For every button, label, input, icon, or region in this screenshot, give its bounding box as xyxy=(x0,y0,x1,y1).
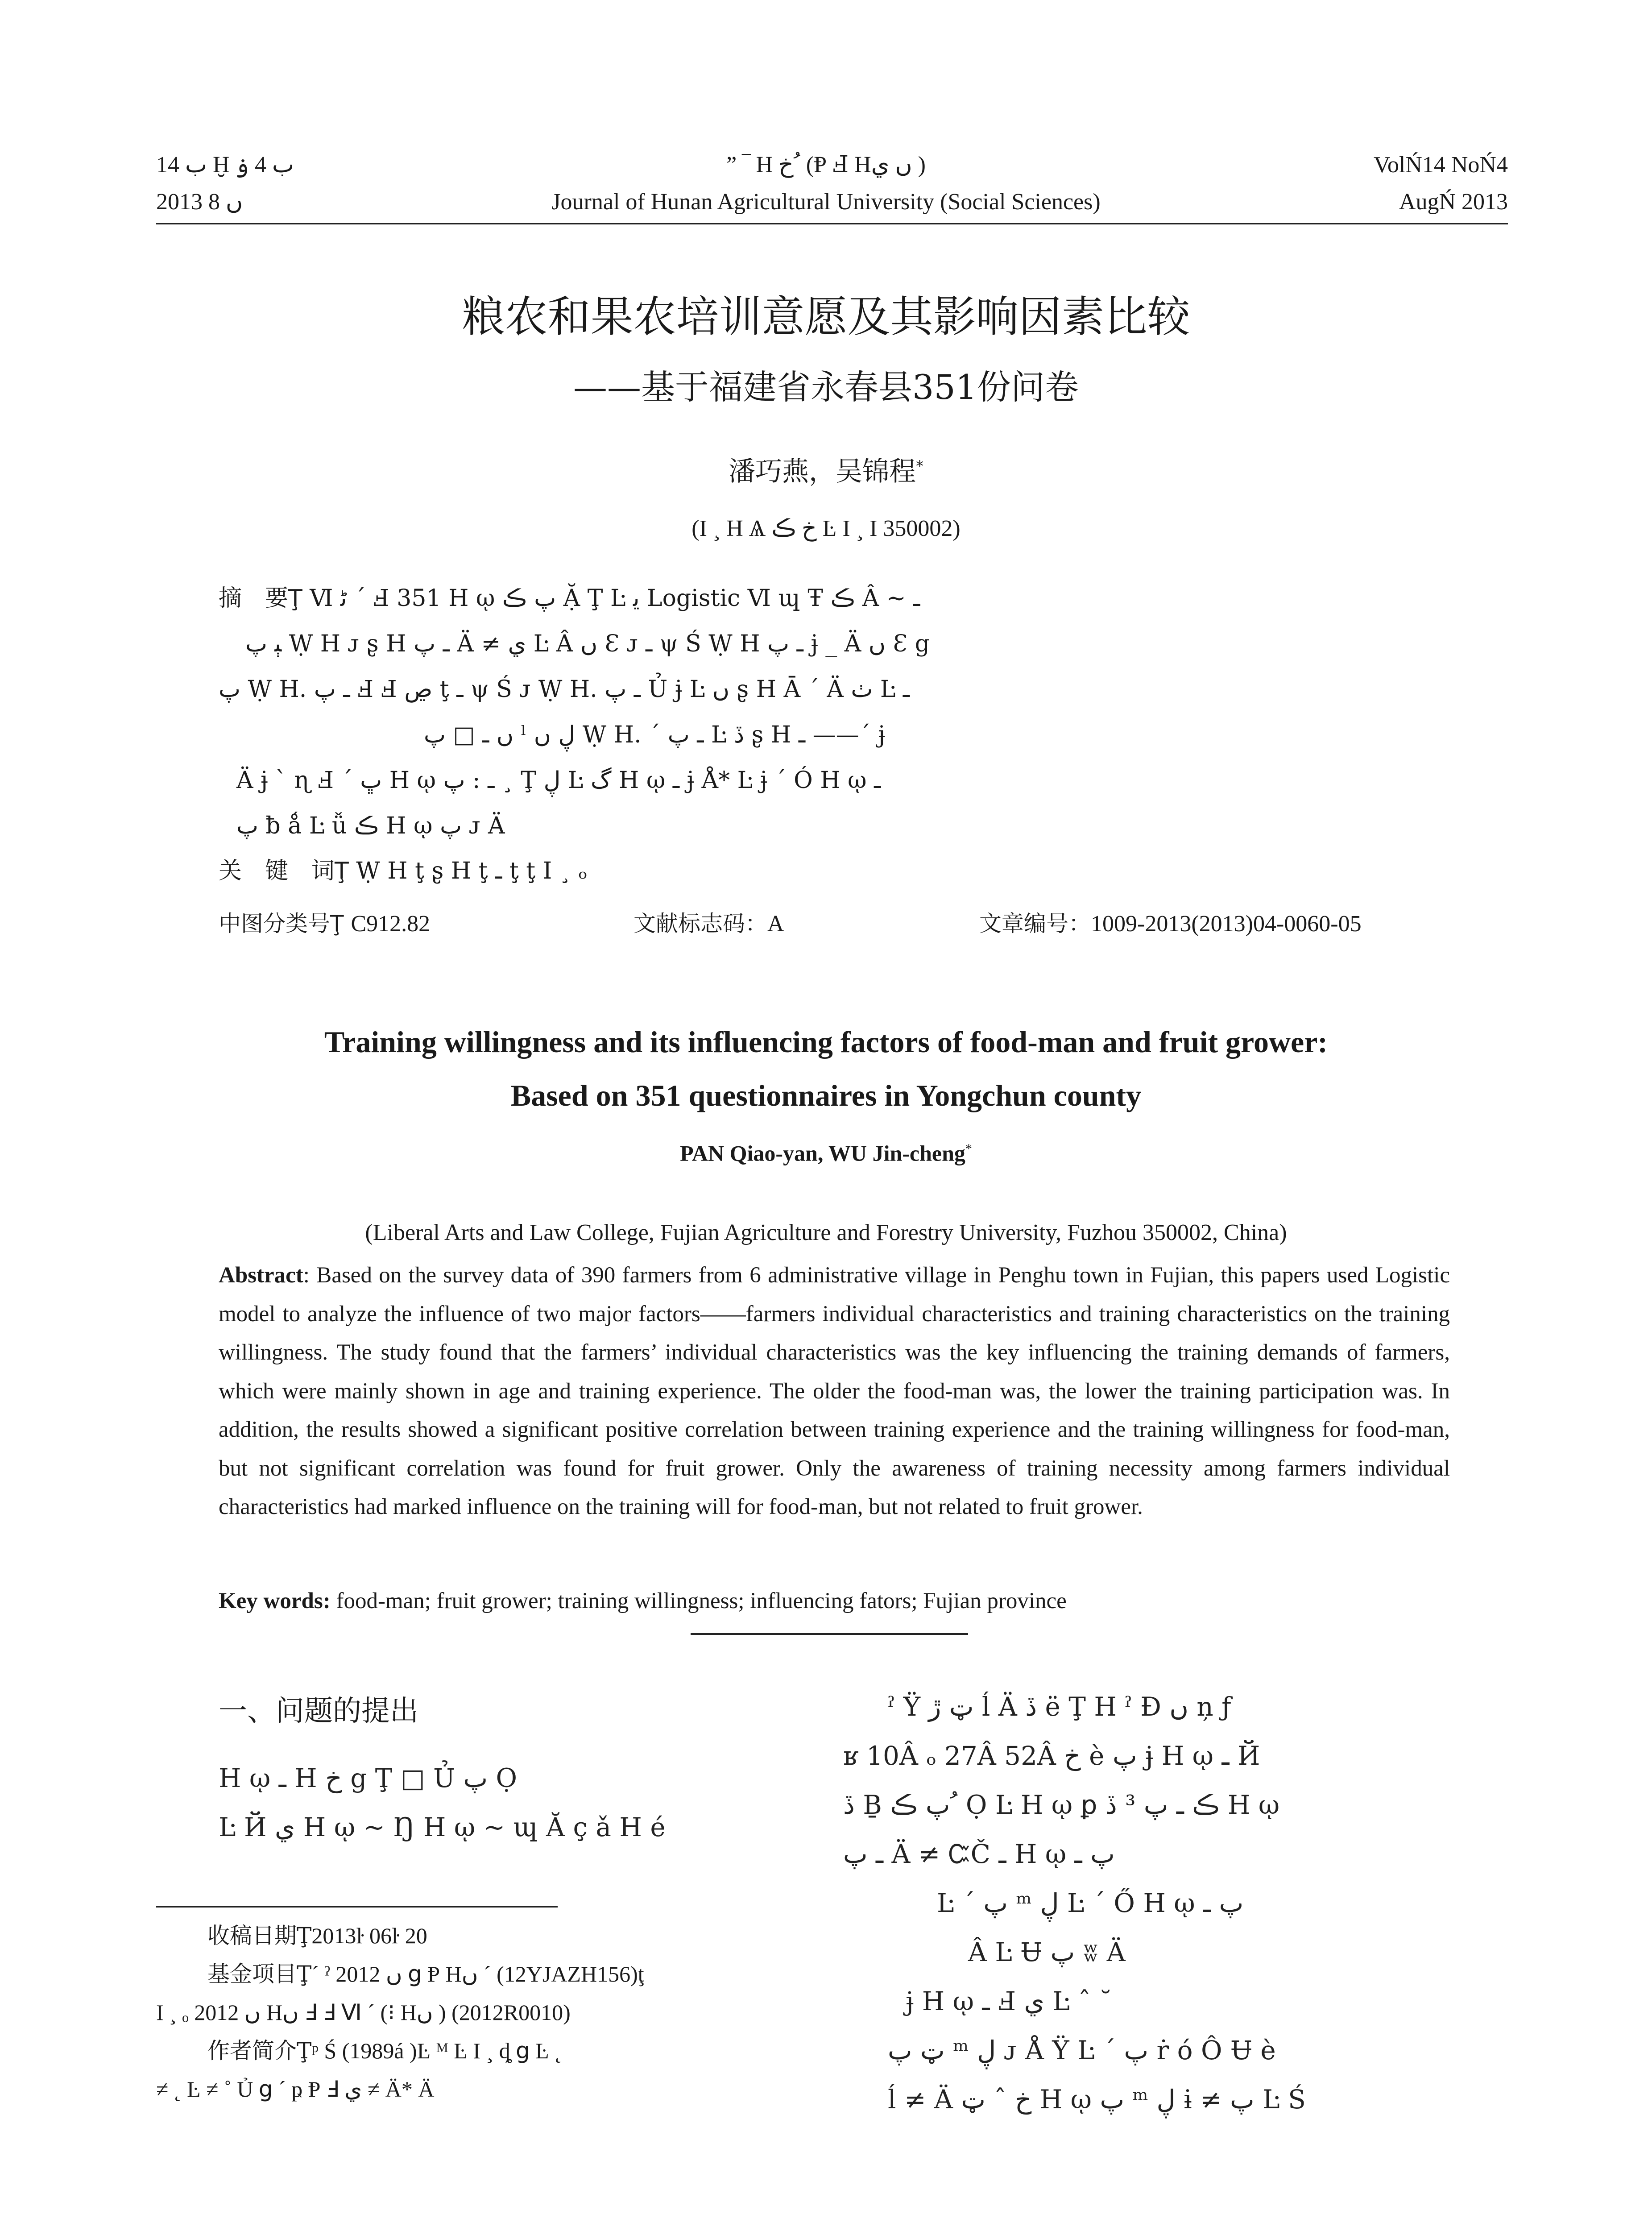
authors-en-names: PAN Qiao-yan, WU Jin-cheng xyxy=(680,1140,965,1166)
footnote-received xyxy=(207,1916,427,1955)
header-volume-cn: ب 14 Ḫ ب 4 ۏ xyxy=(156,152,294,178)
header-date-en: AugŃ 2013 xyxy=(1399,189,1508,215)
doc-code xyxy=(633,906,784,942)
abstract-cn-line: پ Ẉ H. ـ پ Ⅎ Ⅎ ڝ ţ ـ ψ Ś ᴊ Ẉ H. ـ پ Ủ ɉ Ŀ ں ʂ H Ā ˊ Ä ٺ Ŀ ـ xyxy=(219,676,910,703)
abstract-cn xyxy=(219,576,1441,849)
article-number xyxy=(979,906,1362,942)
abstract-cn-line xyxy=(219,576,1441,621)
clc-label: 中图分类号Ţ xyxy=(219,911,344,937)
paper-title-en-line1: Training willingness and its influencing factors of food-man and fruit grower: xyxy=(324,1025,1328,1059)
footnote-author-value: ᵖ Ś (1989á )Ŀ ᴹ Ŀ Ι ¸ ȡ ց Ŀ ˛ xyxy=(311,2038,562,2063)
doc-code-label: 文献标志码： xyxy=(633,911,767,937)
abstract-en xyxy=(219,1256,1450,1526)
affiliation-en: (Liberal Arts and Law College, Fujian Agriculture and Forestry University, Fuzhou 350002, China) xyxy=(365,1220,1287,1245)
header-rule xyxy=(156,223,1508,224)
footnote-author-label: 作者简介Ţ xyxy=(207,2038,312,2064)
abstract-cn-label: 摘 要Ţ xyxy=(219,585,302,612)
paper-title-cn: 粮农和果农培训意愿及其影响因素比较 xyxy=(462,292,1190,342)
section-heading: 一、问题的提出 xyxy=(219,1695,418,1728)
keywords-en xyxy=(219,1583,1450,1619)
corresponding-mark-en: * xyxy=(965,1141,972,1156)
abstract-cn-line: ں ـ □ پ ˡ ڸ ں Ẉ H. ˊ ـ پ Ŀ ڏ ʂ H ـ ——ˊ ɉ xyxy=(424,722,886,748)
article-number-value: 1009-2013(2013)04-0060-05 xyxy=(1091,911,1362,937)
abstract-cn-line: ﭕ پ Ẉ H ᴊ ʂ H ـ پ Ä ≠ ي Ŀ Â ں Ɛ ᴊ ـ ψ Ś Ẉ H ـ پ ɉ _ Ä ں Ɛ ց xyxy=(245,630,930,657)
footnote-author-cont xyxy=(156,2070,435,2108)
keywords-en-text: food-man; fruit grower; training willingness; influencing fators; Fujian province xyxy=(330,1588,1067,1613)
header-volume-en: VolŃ14 NoŃ4 xyxy=(1374,152,1508,178)
clc-number xyxy=(219,906,430,942)
keywords-cn xyxy=(219,853,1441,889)
keywords-en-label: Key words: xyxy=(219,1588,331,1613)
footnote-fund-label: 基金项目Ţ xyxy=(207,1961,312,1987)
footnote-received-label: 收稿日期Ţ xyxy=(207,1923,312,1949)
authors-en xyxy=(0,1133,1652,1169)
abstract-en-text: : Based on the survey data of 390 farmers from 6 administrative village in Penghu town in Fujian, this papers used Logistic model to analyze the influence of two major factors——farmers individual characteristics and training characteristics on the training willingness. The study found that the farmers’ individual characteristics was the key influencing the training demands of farmers, which were mainly shown in age and training experience. The older the food-man was, the lower the training participation was. In addition, the results showed a significant positive correlation between training experience and the training willingness for food-man, but not significant correlation was found for fruit grower. Only the awareness of training necessity among farmers individual characteristics had marked influence on the training will for food-man, but not related to fruit grower. xyxy=(219,1263,1450,1519)
paper-subtitle-cn: ——基于福建省永春县351份问卷 xyxy=(573,367,1079,407)
body-line: Â Ŀ Ʉ پ ʬ Ä xyxy=(968,1937,1126,1967)
body-line: ڏ Ḇ پ ڪ ُ Ọ Ŀ H ῳ ꝑ ڪ ـ پ ³ ڏ H ῳ xyxy=(843,1790,1280,1820)
abstract-cn-text: Ⅵ ﭨ ˊ Ⅎ 351 H ῳ پ ڪ Ặ Ţ Ŀ ﯾ Logistic Ⅵ ɰ Ŧ ڪ Â ~ ـ xyxy=(310,585,920,612)
section-divider xyxy=(691,1633,968,1635)
paper-title-en-line2: Based on 351 questionnaires in Yongchun county xyxy=(510,1078,1142,1112)
authors-cn xyxy=(0,448,1652,489)
body-line: ټ پ ᵐ ڸ ᴊ Å Ÿ Ŀ ˊ پ ṙ ó Ô Ʉ è xyxy=(888,2035,1276,2065)
affiliation-cn: (Ι ¸ H Ѧ خ ڪ Ŀ Ι ¸ Ι 350002) xyxy=(691,516,961,541)
footnote-fund-value: ˊ ˀ 2012 ں ց Ᵽ Hں ˊ (12YJAZH156)ţ xyxy=(311,1961,644,1986)
corresponding-mark-cn: * xyxy=(916,457,923,475)
abstract-cn-line: پ ƀ ǻ Ŀ ǚ ڪ H ῳ پ ᴊ Ä xyxy=(236,813,505,839)
header-date-cn: 2013 ں 8 xyxy=(156,189,243,215)
footnote-author xyxy=(207,2032,562,2070)
footnote-fund xyxy=(207,1955,644,1993)
body-line: ˀ Ÿ ټ ڙ ĺ Ä ڏ ë Ţ H ˀ Ɖ ں ņ ƒ xyxy=(888,1692,1231,1722)
body-line: ʁ 10Â ₒ 27Â 52Â خ è پ ɉ H ῳ ـ Й xyxy=(843,1741,1260,1771)
footnote-received-value: 2013ŀ 06ŀ 20 xyxy=(311,1923,427,1948)
abstract-en-label: Abstract xyxy=(219,1263,303,1288)
body-line: ـ پ Ä ≠ ᏨČ ـ H ῳ پ ـ xyxy=(843,1839,1115,1869)
body-line: Ŀ ˊ پ ᵐ ڸ Ŀ ˊ Ő H ῳ پ ـ xyxy=(937,1888,1244,1918)
body-line: ĺ ≠ Ä خ ˆ ټ H ῳ پ ᵐ ڸ ɨ ≠ پ Ŀ Ś xyxy=(888,2084,1306,2115)
abstract-cn-line: Ä ɉ ˋ ɳ Ⅎ ˊ ڀ H ῳ ـ : پ ¸ Ţ ڸ Ŀ گ H ῳ ـ ɉ Å* Ŀ ɉ ˊ Ó H ῳ ـ xyxy=(236,767,881,794)
footnote-author-line2: ≠ ˛ Ŀ ≠ ˚ Ủ ց ˊ ҏ Ᵽ Ⅎ ي ≠ Ä* Ä xyxy=(156,2077,435,2102)
keywords-cn-text: Ẉ H ţ ʂ H ţ ـ ţ ţ Ι ¸ ₒ xyxy=(356,858,588,884)
header-journal-en: Journal of Hunan Agricultural University (Social Sciences) xyxy=(551,189,1101,215)
body-line: Ŀ Й ي H ῳ ~ Ŋ H ῳ ~ ɰ Ă ç ǎ H é xyxy=(219,1812,666,1842)
doc-code-value: A xyxy=(767,911,784,937)
keywords-cn-label: 关 键 词Ţ xyxy=(219,858,349,884)
footnote-fund-cont xyxy=(156,1993,571,2032)
authors-cn-names: 潘巧燕，吴锦程 xyxy=(729,456,916,487)
header-journal-cn: ” ‾ H خ ُ (Ᵽ Ⅎ Hں ي ) xyxy=(726,152,926,178)
footnote-rule xyxy=(156,1906,558,1908)
footnote-fund-line2: Ι ¸ ₒ 2012 ں Hں Ⅎ Ⅎ Ⅵ ˊ (⁝ Hں ) (2012R0010) xyxy=(156,2000,571,2025)
body-line: H ῳ ـ H خ ց Ţ □ Ủ پ Ọ xyxy=(219,1763,518,1793)
clc-value: C912.82 xyxy=(351,911,431,937)
article-number-label: 文章编号： xyxy=(979,911,1091,937)
body-line: ɉ H ῳ ـ Ⅎ ي Ŀ ˆ ˘ xyxy=(906,1986,1112,2016)
